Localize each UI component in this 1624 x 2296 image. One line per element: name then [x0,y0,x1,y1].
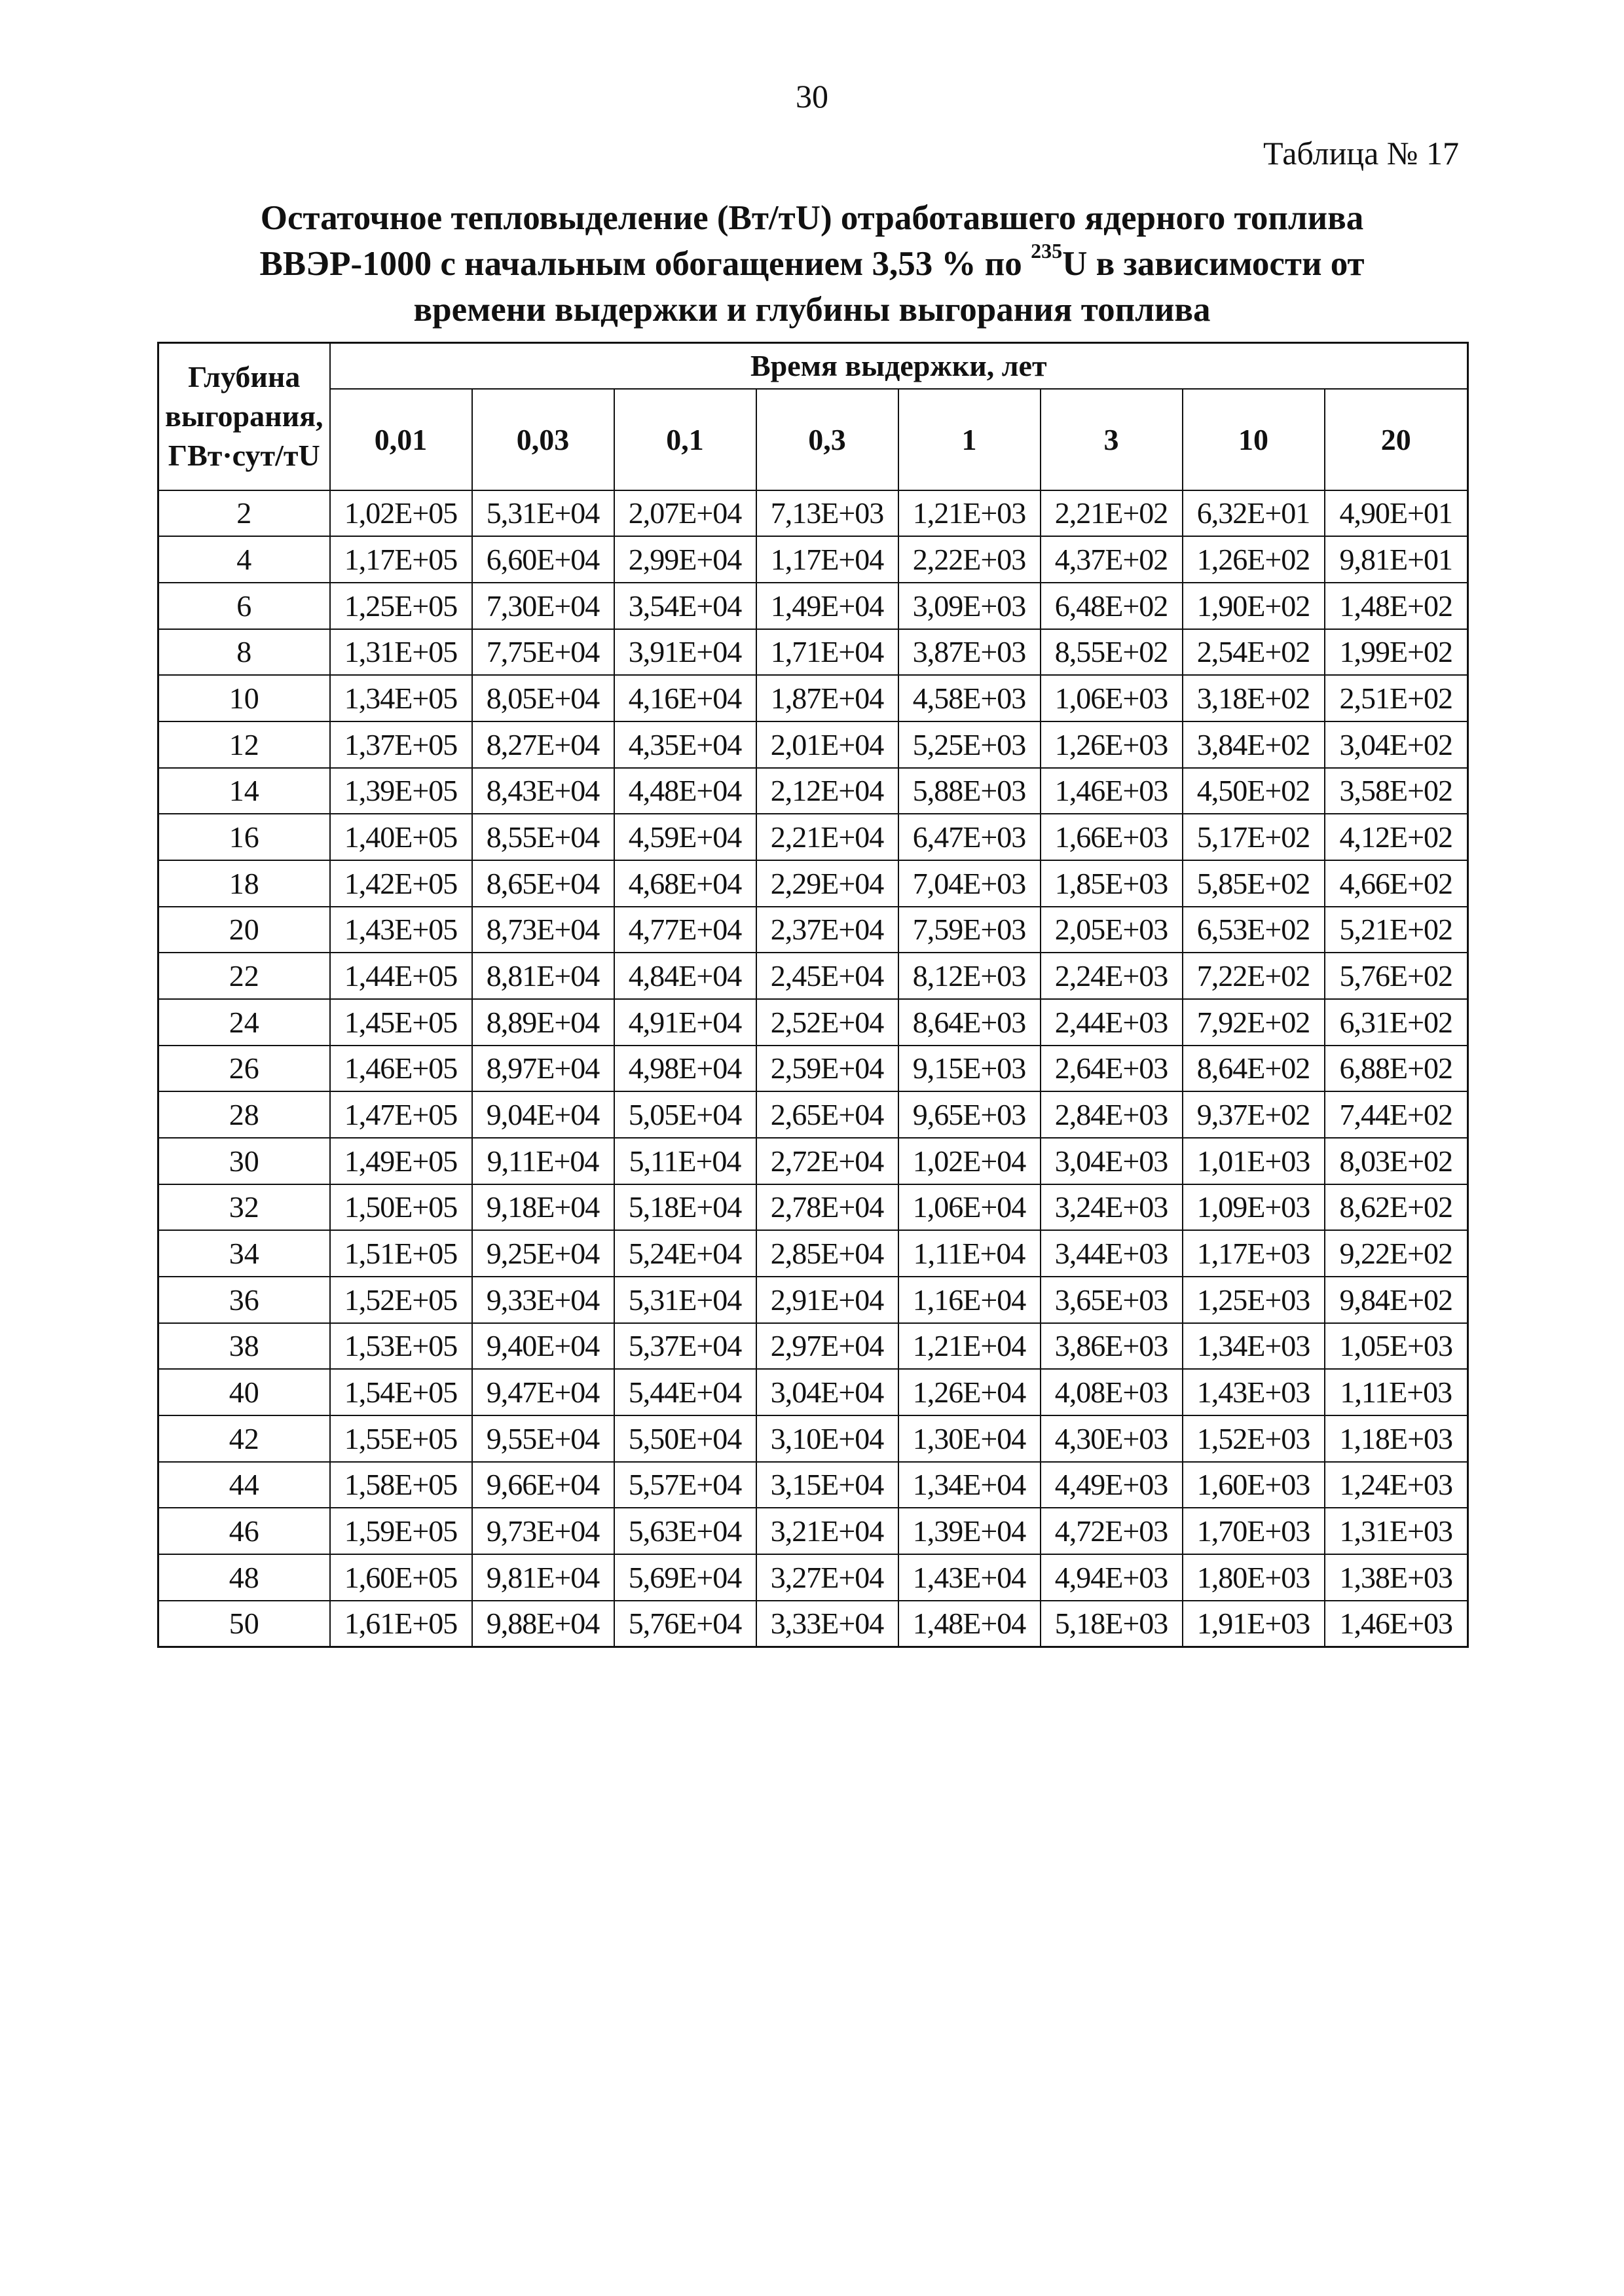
column-header-6: 10 [1183,389,1325,490]
heat-value-cell: 3,10E+04 [756,1415,898,1462]
heat-value-cell: 5,18E+04 [614,1184,756,1231]
burnup-depth-cell: 20 [158,907,330,953]
heat-value-cell: 1,09E+03 [1183,1184,1325,1231]
heat-value-cell: 9,37E+02 [1183,1091,1325,1138]
heat-value-cell: 1,25E+03 [1183,1277,1325,1323]
heat-value-cell: 4,59E+04 [614,814,756,860]
column-header-5: 3 [1041,389,1183,490]
heat-value-cell: 7,75E+04 [472,629,614,676]
table-row [158,1554,1468,1601]
heat-value-cell: 5,18E+03 [1041,1601,1183,1647]
heat-value-cell: 1,11E+04 [898,1230,1041,1277]
heat-value-cell: 2,72E+04 [756,1138,898,1184]
heat-value-cell: 8,89E+04 [472,999,614,1046]
heat-value-cell: 7,22E+02 [1183,953,1325,999]
heat-value-cell: 9,15E+03 [898,1046,1041,1092]
heat-value-cell: 2,24E+03 [1041,953,1183,999]
heat-value-cell: 7,30E+04 [472,583,614,629]
title-line-2 [157,241,1467,287]
heat-value-cell: 2,65E+04 [756,1091,898,1138]
heat-value-cell: 1,05E+03 [1325,1323,1468,1370]
burnup-depth-cell: 46 [158,1508,330,1554]
isotope-mass-number: 235 [1031,239,1063,263]
heat-value-cell: 3,91E+04 [614,629,756,676]
heat-value-cell: 1,17E+03 [1183,1230,1325,1277]
heat-value-cell: 8,81E+04 [472,953,614,999]
burnup-depth-cell: 2 [158,490,330,537]
heat-value-cell: 6,88E+02 [1325,1046,1468,1092]
heat-value-cell: 5,25E+03 [898,721,1041,768]
heat-value-cell: 1,42E+05 [330,860,472,907]
heat-value-cell: 9,25E+04 [472,1230,614,1277]
table-row [158,1508,1468,1554]
heat-value-cell: 3,18E+02 [1183,675,1325,721]
heat-value-cell: 1,54E+05 [330,1369,472,1415]
heat-value-cell: 4,66E+02 [1325,860,1468,907]
heat-value-cell: 2,29E+04 [756,860,898,907]
burnup-depth-cell: 8 [158,629,330,676]
table-row [158,490,1468,537]
heat-value-cell: 2,45E+04 [756,953,898,999]
heat-value-cell: 3,84E+02 [1183,721,1325,768]
heat-value-cell: 2,91E+04 [756,1277,898,1323]
heat-value-cell: 4,50E+02 [1183,768,1325,814]
heat-value-cell: 3,24E+03 [1041,1184,1183,1231]
burnup-depth-cell: 32 [158,1184,330,1231]
heat-value-cell: 8,65E+04 [472,860,614,907]
heat-value-cell: 4,48E+04 [614,768,756,814]
heat-value-cell: 2,21E+02 [1041,490,1183,537]
heat-value-cell: 1,06E+04 [898,1184,1041,1231]
heat-value-cell: 1,71E+04 [756,629,898,676]
heat-value-cell: 1,24E+03 [1325,1462,1468,1508]
table-row [158,1091,1468,1138]
table-row [158,1184,1468,1231]
heat-value-cell: 3,04E+03 [1041,1138,1183,1184]
heat-value-cell: 2,12E+04 [756,768,898,814]
heat-value-cell: 1,40E+05 [330,814,472,860]
heat-value-cell: 4,72E+03 [1041,1508,1183,1554]
heat-value-cell: 1,34E+05 [330,675,472,721]
burnup-depth-cell: 38 [158,1323,330,1370]
heat-value-cell: 1,52E+03 [1183,1415,1325,1462]
heat-value-cell: 4,77E+04 [614,907,756,953]
heat-value-cell: 1,53E+05 [330,1323,472,1370]
heat-value-cell: 5,63E+04 [614,1508,756,1554]
burnup-depth-cell: 28 [158,1091,330,1138]
heat-value-cell: 8,43E+04 [472,768,614,814]
heat-value-cell: 1,52E+05 [330,1277,472,1323]
heat-value-cell: 1,48E+02 [1325,583,1468,629]
heat-value-cell: 2,59E+04 [756,1046,898,1092]
burnup-depth-cell: 42 [158,1415,330,1462]
heat-value-cell: 1,66E+03 [1041,814,1183,860]
title-line-2-start: ВВЭР-1000 с начальным обогащением 3,53 % по [259,245,1031,283]
heat-value-cell: 3,27E+04 [756,1554,898,1601]
title-line-2-end: U в зависимости от [1062,245,1365,283]
heat-value-cell: 9,66E+04 [472,1462,614,1508]
heat-value-cell: 1,26E+04 [898,1369,1041,1415]
heat-value-cell: 1,02E+04 [898,1138,1041,1184]
heat-value-cell: 1,91E+03 [1183,1601,1325,1647]
heat-value-cell: 5,85E+02 [1183,860,1325,907]
heat-value-cell: 1,60E+03 [1183,1462,1325,1508]
heat-value-cell: 1,21E+04 [898,1323,1041,1370]
burnup-depth-cell: 48 [158,1554,330,1601]
heat-value-cell: 9,11E+04 [472,1138,614,1184]
heat-value-cell: 5,11E+04 [614,1138,756,1184]
table-label: Таблица № 17 [1263,135,1459,172]
cooling-time-columns [158,389,1468,490]
heat-value-cell: 1,59E+05 [330,1508,472,1554]
heat-value-cell: 1,11E+03 [1325,1369,1468,1415]
heat-value-cell: 1,49E+04 [756,583,898,629]
heat-value-cell: 3,58E+02 [1325,768,1468,814]
heat-value-cell: 3,87E+03 [898,629,1041,676]
burnup-depth-cell: 12 [158,721,330,768]
heat-value-cell: 8,12E+03 [898,953,1041,999]
heat-value-cell: 1,39E+05 [330,768,472,814]
heat-value-cell: 4,35E+04 [614,721,756,768]
heat-value-cell: 9,18E+04 [472,1184,614,1231]
heat-value-cell: 1,45E+05 [330,999,472,1046]
heat-value-cell: 5,76E+02 [1325,953,1468,999]
heat-value-cell: 9,55E+04 [472,1415,614,1462]
heat-value-cell: 8,27E+04 [472,721,614,768]
heat-value-cell: 6,60E+04 [472,536,614,583]
heat-value-cell: 8,62E+02 [1325,1184,1468,1231]
heat-value-cell: 3,21E+04 [756,1508,898,1554]
heat-value-cell: 1,06E+03 [1041,675,1183,721]
heat-value-cell: 1,02E+05 [330,490,472,537]
heat-value-cell: 1,26E+03 [1041,721,1183,768]
heat-value-cell: 5,24E+04 [614,1230,756,1277]
heat-value-cell: 8,55E+02 [1041,629,1183,676]
heat-value-cell: 2,52E+04 [756,999,898,1046]
heat-value-cell: 1,99E+02 [1325,629,1468,676]
table-row [158,629,1468,676]
column-header-7: 20 [1325,389,1468,490]
heat-value-cell: 1,31E+03 [1325,1508,1468,1554]
heat-value-cell: 4,68E+04 [614,860,756,907]
table-row [158,721,1468,768]
table-row [158,1462,1468,1508]
cooling-time-header: Время выдержки, лет [330,343,1468,389]
heat-value-cell: 1,16E+04 [898,1277,1041,1323]
heat-value-cell: 1,21E+03 [898,490,1041,537]
heat-value-cell: 8,03E+02 [1325,1138,1468,1184]
heat-value-cell: 6,47E+03 [898,814,1041,860]
heat-value-cell: 4,98E+04 [614,1046,756,1092]
heat-value-cell: 5,50E+04 [614,1415,756,1462]
burnup-header-line-2: выгорания, [165,399,323,433]
heat-value-cell: 9,33E+04 [472,1277,614,1323]
burnup-depth-cell: 34 [158,1230,330,1277]
heat-value-cell: 5,57E+04 [614,1462,756,1508]
heat-value-cell: 2,85E+04 [756,1230,898,1277]
heat-value-cell: 7,92E+02 [1183,999,1325,1046]
table-row [158,1601,1468,1647]
heat-value-cell: 5,76E+04 [614,1601,756,1647]
heat-value-cell: 5,31E+04 [614,1277,756,1323]
heat-value-cell: 1,85E+03 [1041,860,1183,907]
heat-value-cell: 8,05E+04 [472,675,614,721]
heat-value-cell: 3,44E+03 [1041,1230,1183,1277]
burnup-depth-header [158,343,330,490]
heat-value-cell: 9,04E+04 [472,1091,614,1138]
burnup-depth-cell: 10 [158,675,330,721]
heat-value-cell: 1,17E+05 [330,536,472,583]
column-header-2: 0,1 [614,389,756,490]
heat-value-cell: 1,60E+05 [330,1554,472,1601]
heat-value-cell: 2,07E+04 [614,490,756,537]
decay-heat-table [157,342,1469,1648]
heat-value-cell: 1,43E+05 [330,907,472,953]
heat-value-cell: 9,47E+04 [472,1369,614,1415]
heat-value-cell: 3,65E+03 [1041,1277,1183,1323]
heat-value-cell: 3,09E+03 [898,583,1041,629]
heat-value-cell: 4,58E+03 [898,675,1041,721]
table-body [158,490,1468,1647]
table-row [158,953,1468,999]
heat-value-cell: 1,31E+05 [330,629,472,676]
heat-value-cell: 9,73E+04 [472,1508,614,1554]
heat-value-cell: 1,61E+05 [330,1601,472,1647]
column-header-0: 0,01 [330,389,472,490]
heat-value-cell: 6,31E+02 [1325,999,1468,1046]
burnup-depth-cell: 40 [158,1369,330,1415]
table-row [158,1230,1468,1277]
burnup-depth-cell: 14 [158,768,330,814]
heat-value-cell: 1,25E+05 [330,583,472,629]
heat-value-cell: 2,37E+04 [756,907,898,953]
heat-value-cell: 1,51E+05 [330,1230,472,1277]
heat-value-cell: 2,54E+02 [1183,629,1325,676]
heat-value-cell: 9,88E+04 [472,1601,614,1647]
heat-value-cell: 3,86E+03 [1041,1323,1183,1370]
heat-value-cell: 7,44E+02 [1325,1091,1468,1138]
heat-value-cell: 8,97E+04 [472,1046,614,1092]
heat-value-cell: 1,43E+04 [898,1554,1041,1601]
table-row [158,1415,1468,1462]
heat-value-cell: 1,37E+05 [330,721,472,768]
heat-value-cell: 1,58E+05 [330,1462,472,1508]
heat-value-cell: 1,49E+05 [330,1138,472,1184]
burnup-depth-cell: 30 [158,1138,330,1184]
heat-value-cell: 5,31E+04 [472,490,614,537]
heat-value-cell: 4,30E+03 [1041,1415,1183,1462]
heat-value-cell: 1,18E+03 [1325,1415,1468,1462]
heat-value-cell: 4,16E+04 [614,675,756,721]
burnup-depth-cell: 22 [158,953,330,999]
heat-value-cell: 4,12E+02 [1325,814,1468,860]
table-title [157,195,1467,333]
heat-value-cell: 1,80E+03 [1183,1554,1325,1601]
heat-value-cell: 4,08E+03 [1041,1369,1183,1415]
heat-value-cell: 2,22E+03 [898,536,1041,583]
heat-value-cell: 9,84E+02 [1325,1277,1468,1323]
heat-value-cell: 5,88E+03 [898,768,1041,814]
burnup-depth-cell: 6 [158,583,330,629]
heat-value-cell: 2,99E+04 [614,536,756,583]
heat-value-cell: 1,44E+05 [330,953,472,999]
table-row [158,1138,1468,1184]
heat-value-cell: 9,40E+04 [472,1323,614,1370]
heat-value-cell: 4,84E+04 [614,953,756,999]
heat-value-cell: 1,01E+03 [1183,1138,1325,1184]
heat-value-cell: 2,97E+04 [756,1323,898,1370]
heat-value-cell: 1,87E+04 [756,675,898,721]
heat-value-cell: 1,34E+04 [898,1462,1041,1508]
burnup-header-line-1: Глубина [188,360,301,394]
heat-value-cell: 3,04E+04 [756,1369,898,1415]
table-row [158,907,1468,953]
heat-value-cell: 4,94E+03 [1041,1554,1183,1601]
heat-value-cell: 2,21E+04 [756,814,898,860]
heat-value-cell: 1,55E+05 [330,1415,472,1462]
heat-value-cell: 8,64E+02 [1183,1046,1325,1092]
table-row [158,768,1468,814]
heat-value-cell: 1,43E+03 [1183,1369,1325,1415]
table-row [158,1369,1468,1415]
heat-value-cell: 3,54E+04 [614,583,756,629]
heat-value-cell: 3,33E+04 [756,1601,898,1647]
heat-value-cell: 1,48E+04 [898,1601,1041,1647]
heat-value-cell: 5,69E+04 [614,1554,756,1601]
burnup-depth-cell: 24 [158,999,330,1046]
heat-value-cell: 1,70E+03 [1183,1508,1325,1554]
heat-value-cell: 1,39E+04 [898,1508,1041,1554]
table-row [158,1323,1468,1370]
heat-value-cell: 1,90E+02 [1183,583,1325,629]
table-row [158,675,1468,721]
heat-value-cell: 5,17E+02 [1183,814,1325,860]
page-number: 30 [796,78,828,115]
heat-value-cell: 1,26E+02 [1183,536,1325,583]
heat-value-cell: 1,30E+04 [898,1415,1041,1462]
table-row [158,814,1468,860]
column-header-4: 1 [898,389,1041,490]
burnup-depth-cell: 36 [158,1277,330,1323]
heat-value-cell: 5,37E+04 [614,1323,756,1370]
table-row [158,536,1468,583]
heat-value-cell: 9,81E+04 [472,1554,614,1601]
heat-value-cell: 2,01E+04 [756,721,898,768]
table-row [158,860,1468,907]
heat-value-cell: 1,50E+05 [330,1184,472,1231]
heat-value-cell: 1,38E+03 [1325,1554,1468,1601]
heat-value-cell: 1,17E+04 [756,536,898,583]
heat-value-cell: 2,84E+03 [1041,1091,1183,1138]
burnup-depth-cell: 4 [158,536,330,583]
heat-value-cell: 1,47E+05 [330,1091,472,1138]
heat-value-cell: 5,44E+04 [614,1369,756,1415]
heat-value-cell: 9,22E+02 [1325,1230,1468,1277]
burnup-depth-cell: 18 [158,860,330,907]
heat-value-cell: 1,46E+03 [1041,768,1183,814]
heat-value-cell: 5,05E+04 [614,1091,756,1138]
heat-value-cell: 6,32E+01 [1183,490,1325,537]
heat-value-cell: 9,81E+01 [1325,536,1468,583]
title-line-1: Остаточное тепловыделение (Вт/тU) отработавшего ядерного топлива [260,199,1364,237]
heat-value-cell: 2,51E+02 [1325,675,1468,721]
heat-value-cell: 6,53E+02 [1183,907,1325,953]
burnup-depth-cell: 44 [158,1462,330,1508]
heat-value-cell: 1,34E+03 [1183,1323,1325,1370]
title-line-3: времени выдержки и глубины выгорания топлива [413,291,1211,329]
heat-value-cell: 3,04E+02 [1325,721,1468,768]
burnup-depth-cell: 16 [158,814,330,860]
burnup-header-line-3: ГВт·сут/тU [168,439,320,473]
heat-value-cell: 7,13E+03 [756,490,898,537]
heat-value-cell: 4,90E+01 [1325,490,1468,537]
table-row [158,1046,1468,1092]
heat-value-cell: 2,05E+03 [1041,907,1183,953]
heat-value-cell: 1,46E+03 [1325,1601,1468,1647]
heat-value-cell: 8,55E+04 [472,814,614,860]
heat-value-cell: 9,65E+03 [898,1091,1041,1138]
heat-value-cell: 7,04E+03 [898,860,1041,907]
heat-value-cell: 2,44E+03 [1041,999,1183,1046]
heat-value-cell: 2,78E+04 [756,1184,898,1231]
table-row [158,999,1468,1046]
burnup-depth-cell: 26 [158,1046,330,1092]
heat-value-cell: 2,64E+03 [1041,1046,1183,1092]
heat-value-cell: 8,64E+03 [898,999,1041,1046]
table-row [158,583,1468,629]
burnup-depth-cell: 50 [158,1601,330,1647]
heat-value-cell: 7,59E+03 [898,907,1041,953]
heat-value-cell: 1,46E+05 [330,1046,472,1092]
column-header-1: 0,03 [472,389,614,490]
heat-value-cell: 6,48E+02 [1041,583,1183,629]
column-header-3: 0,3 [756,389,898,490]
heat-value-cell: 3,15E+04 [756,1462,898,1508]
heat-value-cell: 4,91E+04 [614,999,756,1046]
heat-value-cell: 4,49E+03 [1041,1462,1183,1508]
table-row [158,1277,1468,1323]
heat-value-cell: 5,21E+02 [1325,907,1468,953]
heat-value-cell: 8,73E+04 [472,907,614,953]
heat-value-cell: 4,37E+02 [1041,536,1183,583]
